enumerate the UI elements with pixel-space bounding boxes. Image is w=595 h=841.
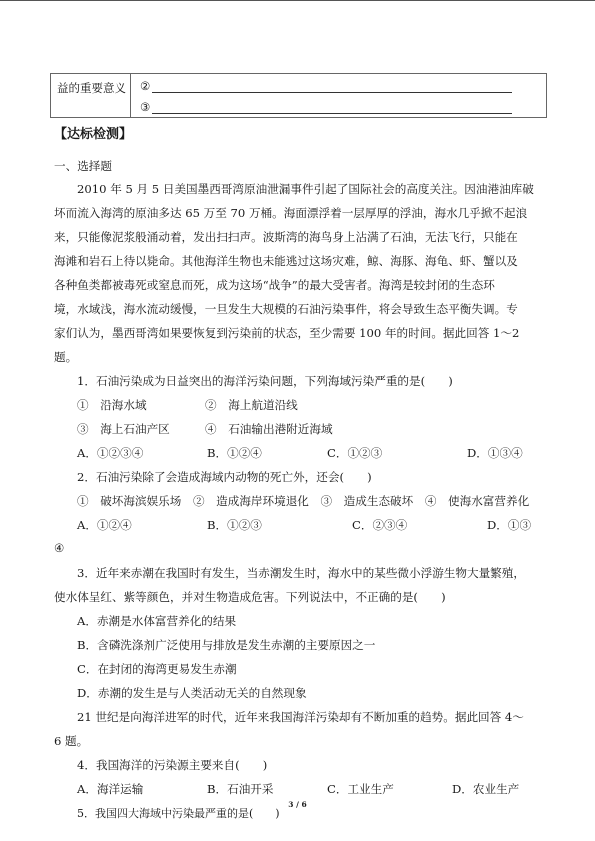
- passage-line: 家们认为，墨西哥湾如果要恢复到污染前的状态，至少需要 100 年的时间。据此回答 1～2: [54, 326, 520, 340]
- q2-statements: ① 破坏海滨娱乐场 ② 造成海岸环境退化 ③ 造成生态破坏 ④ 使海水富营养化: [77, 494, 530, 508]
- q1-option-a[interactable]: A．①②③④: [77, 446, 144, 460]
- q2-option-d[interactable]: D．①③: [487, 518, 532, 532]
- q4-option-c[interactable]: C．工业生产: [327, 782, 394, 796]
- intro-2: 21 世纪是向海洋进军的时代，近年来我国海洋污染却有不断加重的趋势。据此回答 4～: [77, 710, 524, 724]
- question-3-stem-cont: 使水体呈红、紫等颜色，并对生物造成危害。下列说法中，不正确的是( ): [54, 590, 446, 604]
- page-number: 3 / 6: [288, 800, 307, 809]
- answer-line-2[interactable]: [140, 79, 512, 93]
- marker-3: ③: [140, 100, 151, 114]
- q3-option-c[interactable]: C．在封闭的海湾更易发生赤潮: [77, 662, 237, 676]
- q4-option-b[interactable]: B．石油开采: [207, 782, 274, 796]
- q2-option-a[interactable]: A．①②④: [77, 518, 132, 532]
- q1-statement: ④ 石油输出港附近海域: [205, 422, 333, 436]
- q4-option-d[interactable]: D．农业生产: [452, 782, 520, 796]
- passage-line: 境，水域浅，海水流动缓慢，一旦发生大规模的石油污染事件，将会导致生态平衡失调。专: [54, 302, 518, 316]
- question-4-stem: 4．我国海洋的污染源主要来自( ): [77, 758, 268, 772]
- q1-statement: ② 海上航道沿线: [205, 398, 298, 412]
- q4-option-a[interactable]: A．海洋运输: [77, 782, 144, 796]
- q1-statement: ① 沿海水域: [77, 398, 147, 412]
- q3-option-d[interactable]: D．赤潮的发生是与人类活动无关的自然现象: [77, 686, 307, 700]
- table-divider: [130, 74, 131, 117]
- q2-option-c[interactable]: C．②③④: [352, 518, 408, 532]
- marker-2: ②: [140, 79, 151, 93]
- blank-2[interactable]: [152, 80, 512, 93]
- passage-line: 2010 年 5 月 5 日美国墨西哥湾原油泄漏事件引起了国际社会的高度关注。因油港油库破: [77, 182, 534, 196]
- q3-option-a[interactable]: A．赤潮是水体富营养化的结果: [77, 614, 237, 628]
- table-label: 益的重要意义: [57, 81, 126, 95]
- q2-option-b[interactable]: B．①②③: [207, 518, 262, 532]
- section-heading: 【达标检测】: [54, 127, 133, 142]
- answer-line-3[interactable]: [140, 100, 512, 114]
- q2-option-d-cont: ④: [54, 541, 65, 555]
- top-rule: [0, 0, 595, 1]
- question-1-stem: 1．石油污染成为日益突出的海洋污染问题，下列海域污染严重的是( ): [77, 374, 453, 388]
- q1-option-c[interactable]: C．①②③: [327, 446, 383, 460]
- question-2-stem: 2．石油污染除了会造成海域内动物的死亡外，还会( ): [77, 470, 372, 484]
- passage-line: 各种鱼类都被毒死或窒息而死，成为这场“战争”的最大受害者。海湾是较封闭的生态环: [54, 278, 495, 292]
- passage-line: 题。: [54, 350, 78, 364]
- q1-option-d[interactable]: D．①③④: [467, 446, 523, 460]
- section-title: 一、选择题: [54, 159, 112, 173]
- q1-statement: ③ 海上石油产区: [77, 422, 170, 436]
- question-5-stem: 5．我国四大海域中污染最严重的是( ): [77, 807, 280, 820]
- passage-line: 来，只能像泥浆般涌动着，发出扫扫声。波斯湾的海鸟身上沾满了石油，无法飞行，只能在: [54, 230, 518, 244]
- passage-line: 坏而流入海湾的原油多达 65 万至 70 万桶。海面漂浮着一层厚厚的浮油，海水几乎掀不起浪: [54, 206, 528, 220]
- q3-option-b[interactable]: B．含磷洗涤剂广泛使用与排放是发生赤潮的主要原因之一: [77, 638, 376, 652]
- q1-option-b[interactable]: B．①②④: [207, 446, 262, 460]
- blank-3[interactable]: [152, 101, 512, 114]
- intro-2-cont: 6 题。: [54, 734, 89, 748]
- answer-table: [50, 73, 547, 118]
- passage-line: 海滩和岩石上待以毙命。其他海洋生物也未能逃过这场灾难，鲸、海豚、海龟、虾、蟹以及: [54, 254, 518, 268]
- question-3-stem: 3．近年来赤潮在我国时有发生，当赤潮发生时，海水中的某些微小浮游生物大量繁殖，: [77, 566, 525, 580]
